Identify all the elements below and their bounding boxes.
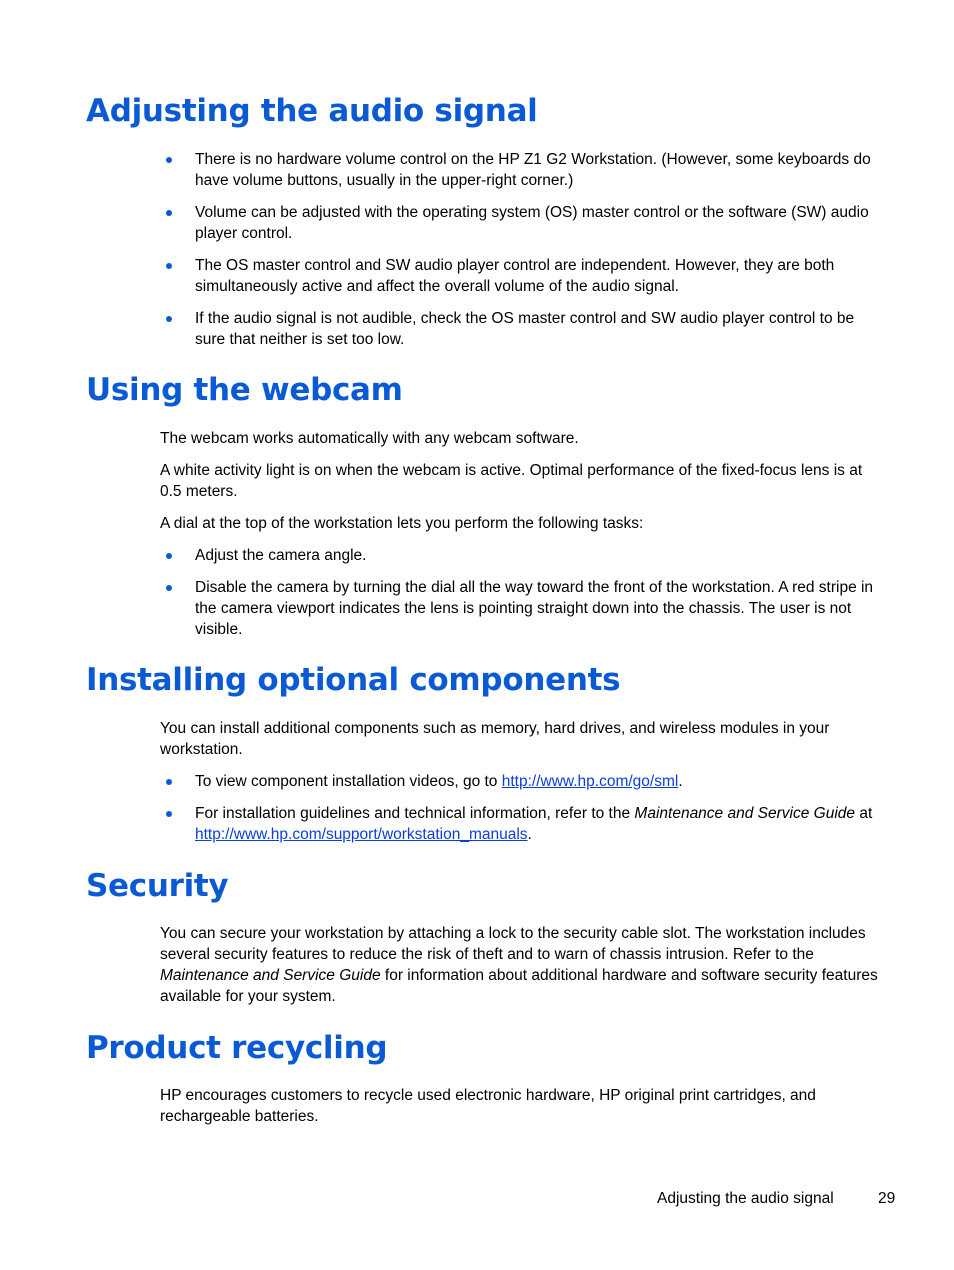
bullet-dot-icon bbox=[166, 263, 172, 269]
bullet-dot-icon bbox=[166, 779, 172, 785]
heading-security: Security bbox=[86, 868, 229, 904]
list-item-text: If the audio signal is not audible, check the OS master control and SW audio player control to be sure that neither is set too low. bbox=[195, 310, 855, 348]
list-item-text: There is no hardware volume control on the HP Z1 G2 Workstation. (However, some keyboards do have volume buttons, usually in the upper-right corner.) bbox=[195, 151, 871, 189]
list-item-text bbox=[195, 771, 885, 792]
paragraph-security bbox=[160, 923, 885, 1007]
paragraph-webcam-software: The webcam works automatically with any webcam software. bbox=[160, 430, 579, 447]
list-item bbox=[160, 255, 885, 297]
guide-title: Maintenance and Service Guide bbox=[634, 805, 856, 822]
list-item-text: Volume can be adjusted with the operating system (OS) master control or the software (SW) audio player control. bbox=[195, 204, 869, 242]
bullet-dot-icon bbox=[166, 585, 172, 591]
list-item-text: Disable the camera by turning the dial all the way toward the front of the workstation. A red stripe in the camera viewport indicates the lens is pointing straight down into the chassis. The user is not visible. bbox=[195, 579, 874, 638]
list-item-text: The OS master control and SW audio player control are independent. However, they are both simultaneously active and affect the overall volume of the audio signal. bbox=[195, 257, 835, 295]
text-span: You can secure your workstation by attaching a lock to the security cable slot. The workstation includes several security features to reduce the risk of theft and to warn of chassis intrusion. Refer to the bbox=[160, 925, 866, 963]
workstation-manuals-link[interactable]: http://www.hp.com/support/workstation_manuals bbox=[195, 826, 528, 843]
paragraph-recycling: HP encourages customers to recycle used electronic hardware, HP original print cartridges, and rechargeable batteries. bbox=[160, 1087, 816, 1125]
heading-product-recycling: Product recycling bbox=[86, 1030, 388, 1066]
bullet-dot-icon bbox=[166, 316, 172, 322]
paragraph-dial-tasks: A dial at the top of the workstation lets you perform the following tasks: bbox=[160, 515, 644, 532]
heading-optional-components: Installing optional components bbox=[86, 662, 621, 698]
page-number: 29 bbox=[878, 1190, 896, 1207]
footer-section-title: Adjusting the audio signal bbox=[657, 1190, 834, 1207]
list-item bbox=[160, 803, 885, 845]
paragraph-components: You can install additional components such as memory, hard drives, and wireless modules in your workstation. bbox=[160, 720, 830, 758]
text-span: at bbox=[855, 805, 873, 822]
heading-audio-signal: Adjusting the audio signal bbox=[86, 93, 538, 129]
text-span: To view component installation videos, go to bbox=[195, 773, 502, 790]
list-item bbox=[160, 149, 885, 191]
paragraph-activity-light: A white activity light is on when the webcam is active. Optimal performance of the fixed-focus lens is at 0.5 meters. bbox=[160, 462, 863, 500]
list-item-text bbox=[195, 803, 885, 845]
list-item bbox=[160, 577, 885, 640]
bullet-dot-icon bbox=[166, 210, 172, 216]
text-span: For installation guidelines and technical information, refer to the bbox=[195, 805, 635, 822]
list-item bbox=[160, 308, 885, 350]
text-span: for information about additional hardware and software security features available for your system. bbox=[160, 967, 878, 1005]
list-item bbox=[160, 545, 885, 566]
list-item bbox=[160, 771, 885, 792]
list-item bbox=[160, 202, 885, 244]
bullet-dot-icon bbox=[166, 157, 172, 163]
heading-webcam: Using the webcam bbox=[86, 372, 403, 408]
list-item-text: Adjust the camera angle. bbox=[195, 547, 367, 564]
bullet-dot-icon bbox=[166, 811, 172, 817]
bullet-dot-icon bbox=[166, 553, 172, 559]
text-span: . bbox=[527, 826, 532, 843]
guide-title: Maintenance and Service Guide bbox=[160, 967, 381, 984]
text-span: . bbox=[678, 773, 683, 790]
sml-videos-link[interactable]: http://www.hp.com/go/sml bbox=[501, 773, 679, 790]
